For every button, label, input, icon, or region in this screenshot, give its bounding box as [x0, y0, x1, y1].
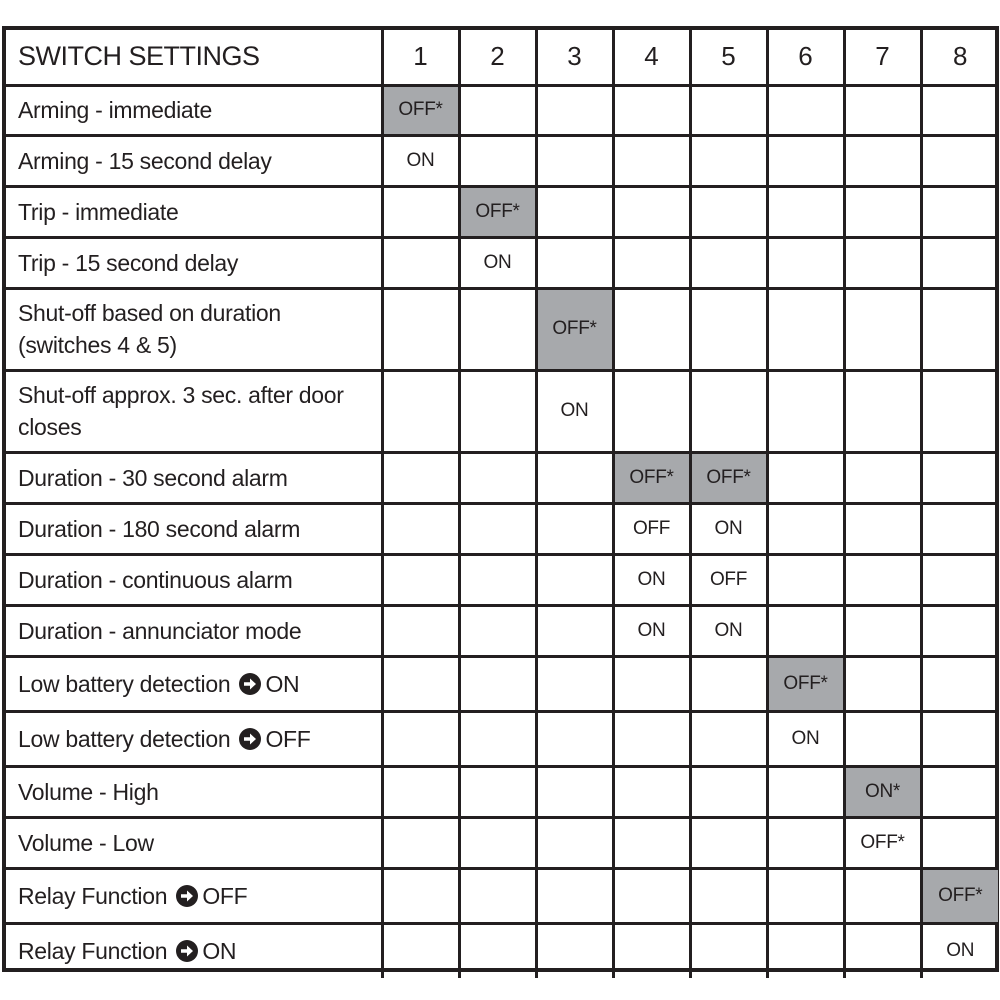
switch-number-header: 8: [921, 30, 998, 85]
setting-label-text: Relay Function: [18, 938, 168, 965]
switch-cell: OFF: [613, 503, 690, 554]
setting-label: [6, 817, 382, 868]
setting-label: [6, 503, 382, 554]
switch-cell: [459, 85, 536, 135]
switch-cell: [613, 817, 690, 868]
switch-cell: [459, 766, 536, 817]
switch-cell: [613, 237, 690, 288]
switch-cell: [844, 288, 921, 370]
switch-cell: [613, 370, 690, 452]
switch-number-header: 4: [613, 30, 690, 85]
switch-cell: [844, 605, 921, 656]
switch-cell: [459, 711, 536, 766]
switch-cell: [536, 237, 613, 288]
setting-label-text: Trip - 15 second delay: [18, 249, 239, 276]
setting-label: [6, 288, 382, 370]
switch-cell: [767, 817, 844, 868]
setting-label: [6, 237, 382, 288]
table-row: [6, 605, 998, 656]
switch-cell: ON: [921, 923, 998, 978]
switch-cell-default: OFF*: [921, 868, 998, 923]
switch-cell: [459, 605, 536, 656]
setting-label: [6, 135, 382, 186]
switch-cell: [767, 766, 844, 817]
setting-label-state: OFF: [202, 882, 248, 909]
switch-cell: [921, 554, 998, 605]
switch-cell: [690, 656, 767, 711]
setting-label: [6, 766, 382, 817]
table-row: [6, 656, 998, 711]
switch-cell: [767, 288, 844, 370]
table-row: [6, 766, 998, 817]
switch-cell: [921, 711, 998, 766]
setting-label-text: Arming - immediate: [18, 97, 212, 123]
switch-cell: [613, 288, 690, 370]
switch-cell: [613, 135, 690, 186]
setting-label-text: Trip - immediate: [18, 198, 179, 225]
switch-cell: [844, 554, 921, 605]
switch-cell: [767, 605, 844, 656]
switch-cell: [690, 135, 767, 186]
switch-cell: [921, 817, 998, 868]
switch-cell: [459, 656, 536, 711]
setting-label: [6, 186, 382, 237]
setting-label: [6, 868, 382, 923]
switch-cell: [767, 85, 844, 135]
switch-cell: [767, 452, 844, 503]
switch-cell: [921, 766, 998, 817]
circled-right-arrow-icon: [176, 885, 198, 907]
switch-cell: [382, 656, 459, 711]
switch-cell: [844, 503, 921, 554]
setting-label-text: Volume - Low: [18, 829, 154, 856]
table-row: [6, 452, 998, 503]
switch-cell: [382, 237, 459, 288]
table-row: [6, 817, 998, 868]
table-row: [6, 370, 998, 452]
table-row: [6, 186, 998, 237]
switch-cell: [536, 554, 613, 605]
switch-settings-table-frame: [2, 26, 999, 972]
switch-cell: ON: [536, 370, 613, 452]
switch-cell: [459, 288, 536, 370]
switch-cell: [459, 868, 536, 923]
switch-cell: [844, 370, 921, 452]
table-row: [6, 554, 998, 605]
setting-label: [6, 85, 382, 135]
setting-label: [6, 711, 382, 766]
switch-cell: [613, 711, 690, 766]
switch-cell: [921, 135, 998, 186]
switch-cell: [690, 85, 767, 135]
switch-cell: [844, 237, 921, 288]
setting-label-text: Duration - annunciator mode: [18, 617, 302, 644]
switch-cell: [536, 711, 613, 766]
switch-cell: [767, 135, 844, 186]
switch-cell: [921, 186, 998, 237]
switch-cell: [382, 452, 459, 503]
switch-number-header: 7: [844, 30, 921, 85]
circled-right-arrow-icon: [239, 673, 261, 695]
switch-cell: [767, 868, 844, 923]
switch-cell: [921, 370, 998, 452]
switch-cell: [844, 923, 921, 978]
table-row: [6, 237, 998, 288]
switch-number-header: 5: [690, 30, 767, 85]
switch-cell: [690, 288, 767, 370]
circled-right-arrow-icon: [239, 728, 261, 750]
setting-label: [6, 923, 382, 978]
switch-cell: OFF: [690, 554, 767, 605]
table-header-row: [6, 30, 998, 85]
setting-label-text: Arming - 15 second delay: [18, 147, 272, 174]
table-row: [6, 711, 998, 766]
switch-cell: [536, 923, 613, 978]
switch-cell: [613, 766, 690, 817]
setting-label-text: Volume - High: [18, 778, 159, 805]
switch-cell: [382, 711, 459, 766]
switch-cell: [382, 817, 459, 868]
setting-label: [6, 370, 382, 452]
switch-cell: [536, 817, 613, 868]
table-row: [6, 85, 998, 135]
switch-settings-table: [6, 30, 998, 978]
switch-cell: ON: [613, 605, 690, 656]
switch-cell: [767, 923, 844, 978]
switch-cell: [536, 186, 613, 237]
switch-cell: [536, 135, 613, 186]
switch-cell: ON: [690, 503, 767, 554]
setting-label: [6, 452, 382, 503]
switch-cell-default: OFF*: [382, 85, 459, 135]
table-row: [6, 923, 998, 978]
switch-cell: [459, 923, 536, 978]
switch-cell: [382, 370, 459, 452]
switch-cell: [459, 554, 536, 605]
switch-cell: [767, 554, 844, 605]
switch-cell: [613, 85, 690, 135]
switch-cell: [767, 237, 844, 288]
switch-cell: [690, 868, 767, 923]
switch-cell: [382, 605, 459, 656]
switch-cell: [613, 868, 690, 923]
switch-cell: [536, 766, 613, 817]
setting-label-text: Duration - 30 second alarm: [18, 464, 288, 491]
table-title: SWITCH SETTINGS: [6, 30, 382, 85]
switch-cell: [459, 370, 536, 452]
switch-cell: [767, 186, 844, 237]
setting-label: [6, 554, 382, 605]
switch-cell: [382, 923, 459, 978]
switch-cell: [613, 656, 690, 711]
switch-cell-default: OFF*: [613, 452, 690, 503]
setting-label-text: Relay Function: [18, 882, 168, 909]
switch-cell: [690, 711, 767, 766]
switch-cell: [921, 605, 998, 656]
switch-cell: [767, 503, 844, 554]
switch-cell: [382, 554, 459, 605]
setting-label-text: Shut-off based on duration (switches 4 & 5): [18, 300, 281, 358]
setting-label-text: Low battery detection: [18, 725, 231, 752]
switch-cell: [536, 868, 613, 923]
setting-label-state: OFF: [265, 725, 311, 752]
switch-cell: [767, 370, 844, 452]
switch-cell: [921, 452, 998, 503]
setting-label: [6, 656, 382, 711]
switch-cell: ON: [767, 711, 844, 766]
switch-cell: [844, 711, 921, 766]
switch-cell: [921, 503, 998, 554]
switch-cell-default: ON*: [844, 766, 921, 817]
switch-cell: [459, 817, 536, 868]
switch-cell: [382, 868, 459, 923]
switch-cell-default: OFF*: [767, 656, 844, 711]
switch-cell: [690, 370, 767, 452]
switch-cell: [921, 656, 998, 711]
switch-cell: [536, 656, 613, 711]
setting-label-text: Low battery detection: [18, 670, 231, 697]
switch-cell: [844, 85, 921, 135]
switch-cell: [690, 186, 767, 237]
switch-cell: ON: [613, 554, 690, 605]
switch-cell: [690, 923, 767, 978]
switch-cell: [690, 817, 767, 868]
switch-cell: [382, 503, 459, 554]
switch-cell: [921, 288, 998, 370]
switch-cell: [921, 85, 998, 135]
switch-cell: [844, 135, 921, 186]
setting-label-text: Duration - 180 second alarm: [18, 515, 301, 542]
switch-cell: [382, 766, 459, 817]
switch-cell: [459, 452, 536, 503]
switch-cell: [844, 656, 921, 711]
switch-cell: [536, 85, 613, 135]
switch-cell: [536, 452, 613, 503]
switch-cell: [382, 288, 459, 370]
setting-label-state: ON: [202, 938, 237, 965]
switch-cell: [613, 923, 690, 978]
switch-number-header: 2: [459, 30, 536, 85]
circled-right-arrow-icon: [176, 940, 198, 962]
switch-number-header: 6: [767, 30, 844, 85]
switch-cell: [921, 237, 998, 288]
switch-cell: [690, 237, 767, 288]
switch-cell: [536, 503, 613, 554]
switch-cell: ON: [690, 605, 767, 656]
table-row: [6, 868, 998, 923]
switch-cell: [613, 186, 690, 237]
switch-cell: ON: [382, 135, 459, 186]
setting-label-text: Duration - continuous alarm: [18, 566, 293, 593]
switch-cell: [382, 186, 459, 237]
table-row: [6, 135, 998, 186]
switch-cell: [844, 868, 921, 923]
switch-cell: [459, 503, 536, 554]
switch-cell-default: OFF*: [536, 288, 613, 370]
switch-cell: [690, 766, 767, 817]
switch-cell-default: OFF*: [690, 452, 767, 503]
switch-number-header: 1: [382, 30, 459, 85]
switch-cell: [844, 186, 921, 237]
switch-number-header: 3: [536, 30, 613, 85]
setting-label: [6, 605, 382, 656]
setting-label-text: Shut-off approx. 3 sec. after door closes: [18, 382, 344, 440]
table-row: [6, 503, 998, 554]
switch-cell: [844, 452, 921, 503]
setting-label-state: ON: [265, 670, 300, 697]
switch-cell: ON: [459, 237, 536, 288]
switch-cell-default: OFF*: [459, 186, 536, 237]
table-row: [6, 288, 998, 370]
switch-cell: OFF*: [844, 817, 921, 868]
switch-cell: [459, 135, 536, 186]
switch-cell: [536, 605, 613, 656]
